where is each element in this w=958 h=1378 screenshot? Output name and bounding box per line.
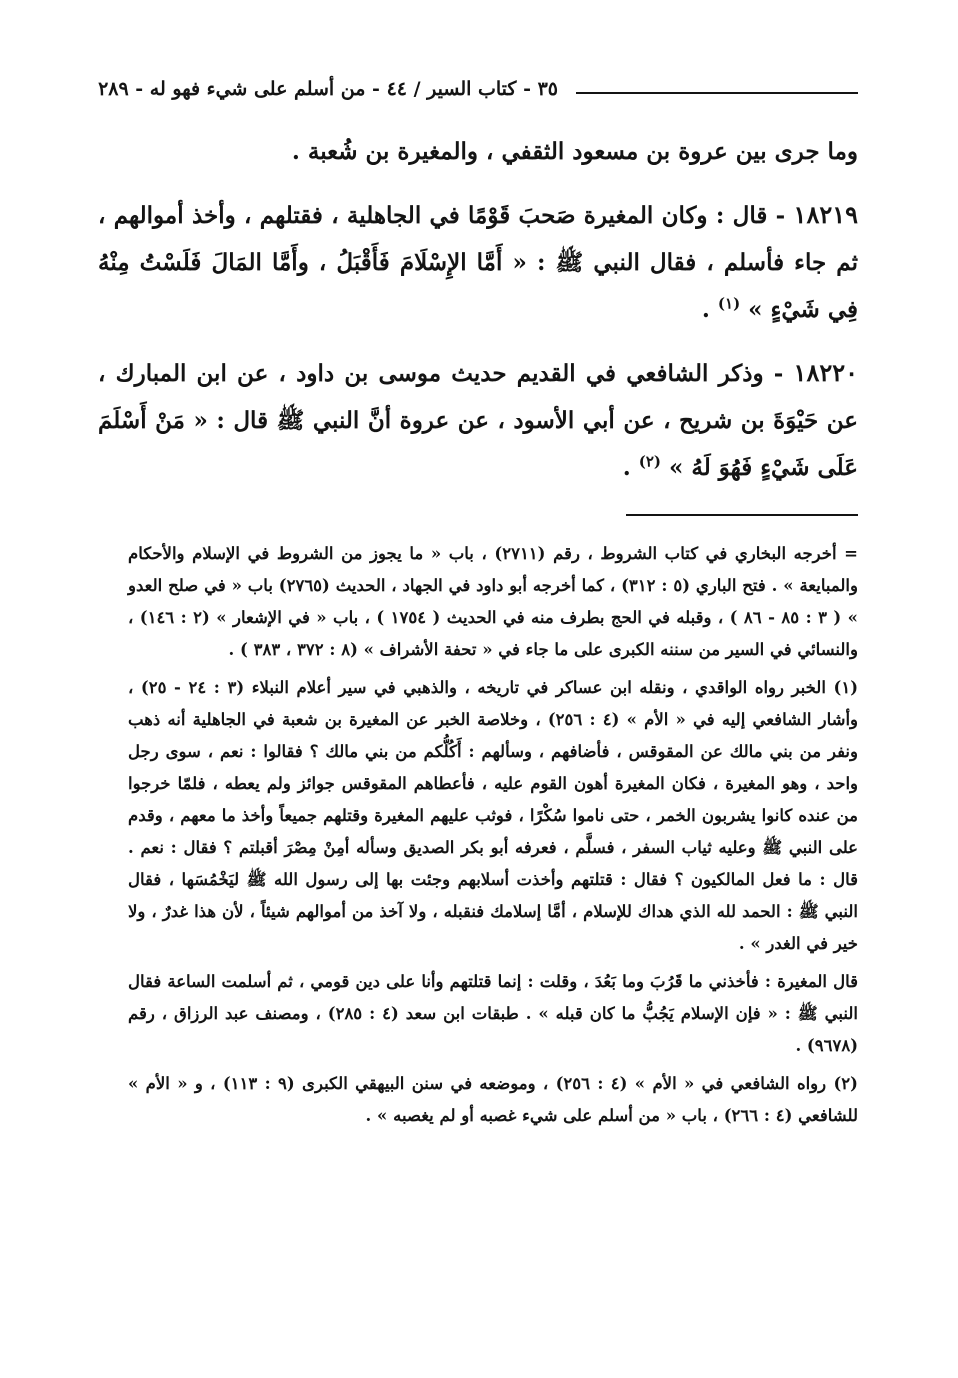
hadith-entry <box>98 349 858 491</box>
footnote-separator <box>626 514 858 516</box>
hadith-number: ١٨٢١٩ <box>793 200 858 229</box>
footnote-1: (١) الخبر رواه الواقدي ، ونقله ابن عساكر في تاريخه ، والذهبي في سير أعلام النبلاء (٣ : ٢٤ - ٢٥) ، وأشار الشافعي إليه في « الأم » (٤ : ٢٥٦) ، وخلاصة الخبر عن المغيرة بن شعبة في الجاهلية أنه ذهب ونفر من بني مالك عن المقوقس ، فأضافهم ، وسألهم : أَكُلُّكم من بني مالك ؟ فقالوا : نعم ، سوى رجل واحد ، وهو المغيرة ، فكان المغيرة أهون القوم عليه ، فأعطاهم المقوقس جوائز ولم يعطه ، فلمّا خرجوا من عنده كانوا يشربون الخمر ، حتى ناموا سُكْرًا ، فوثب عليهم المغيرة وقتلهم جميعاً وأخذ ما معهم ، وقدم على النبي ﷺ وعليه ثياب السفر ، فسلَّم ، فعرفه أبو بكر الصديق وسأله أمِنْ مِصْرَ أقبلتم ؟ فقال : نعم . قال : ما فعل المالكيون ؟ فقال : قتلتهم وأخذت أسلابهم وجئت بها إلى رسول الله ﷺ ليَخْمُسَها ، فقال النبي ﷺ : الحمد لله الذي هداك للإسلام ، أمَّا إسلامك فنقبله ، ولا آخذ من أموالهم شيئاً ، لأن هذا غدرٌ ، ولا خير في الغدر » . <box>128 678 858 953</box>
hadith-number: ١٨٢٢٠ <box>793 358 858 387</box>
footnote-ref: (٢) <box>638 452 661 471</box>
footnote-1-continued: قال المغيرة : فأخذني ما قَرُبَ وما بَعُدَ ، وقلت : إنما قتلتهم وأنا على دين قومي ، ثم أسلمت الساعة فقال النبي ﷺ : « فإن الإسلام يَجُبُّ ما كان قبله » . طبقات ابن سعد (٤ : ٢٨٥) ، ومصنف عبد الرزاق ، رقم (٩٦٧٨) . <box>128 972 858 1055</box>
page-header <box>98 78 858 108</box>
hadith-text: - وذكر الشافعي في القديم حديث موسى بن داود ، عن ابن المبارك ، عن حَيْوَةَ بن شريح ، عن أبي الأسود ، عن عروة أنَّ النبي ﷺ قال : « مَنْ أَسْلَمَ عَلَى شَيْءٍ فَهُوَ لَهُ » <box>98 360 858 481</box>
main-text <box>98 128 858 491</box>
footnote-ref: (١) <box>717 294 741 313</box>
footnotes <box>128 538 858 1132</box>
footnote-continued: = أخرجه البخاري في كتاب الشروط ، رقم (٢٧١١) ، باب « ما يجوز من الشروط في الإسلام والأحكام والمبايعة » . فتح الباري (٥ : ٣١٢) ، كما أخرجه أبو داود في الجهاد ، الحديث (٢٧٦٥) باب « في صلح العدو » ( ٣ : ٨٥ - ٨٦ ) ، وقبله في الحج بطرف منه في الحديث ( ١٧٥٤ ) ، باب « في الإشعار » (٢ : ١٤٦) ، والنسائي في السير من سننه الكبرى على ما جاء في « تحفة الأشراف » (٨ : ٣٧٢ ، ٣٨٣ ) . <box>128 544 858 659</box>
hadith-entry <box>98 191 858 333</box>
hadith-tail: . <box>701 296 718 323</box>
hadith-tail: . <box>622 454 639 481</box>
running-title: ٣٥ - كتاب السير / ٤٤ - من أسلم على شيء فهو له - ٢٨٩ <box>98 78 558 100</box>
intro-line: وما جرى بين عروة بن مسعود الثقفي ، والمغيرة بن شُعبة . <box>291 138 858 165</box>
footnote-2: (٢) رواه الشافعي في « الأم » (٤ : ٢٥٦) ، وموضعه في سنن البيهقي الكبرى (٩ : ١١٣) ، و « الأم » للشافعي (٤ : ٢٦٦) ، باب « من أسلم على شيء غصبه أو لم يغصبه » . <box>128 1074 858 1125</box>
header-rule <box>576 92 858 94</box>
hadith-text: - قال : وكان المغيرة صَحبَ قَوْمًا في الجاهلية ، فقتلهم ، وأخذ أموالهم ، ثم جاء فأسلم ، فقال النبي ﷺ : « أَمَّا الإِسْلَامَ فَأَقْبَلُ ، وأَمَّا المَالَ فَلَسْتُ مِنْهُ فِي شَيْءٍ » <box>98 202 858 323</box>
